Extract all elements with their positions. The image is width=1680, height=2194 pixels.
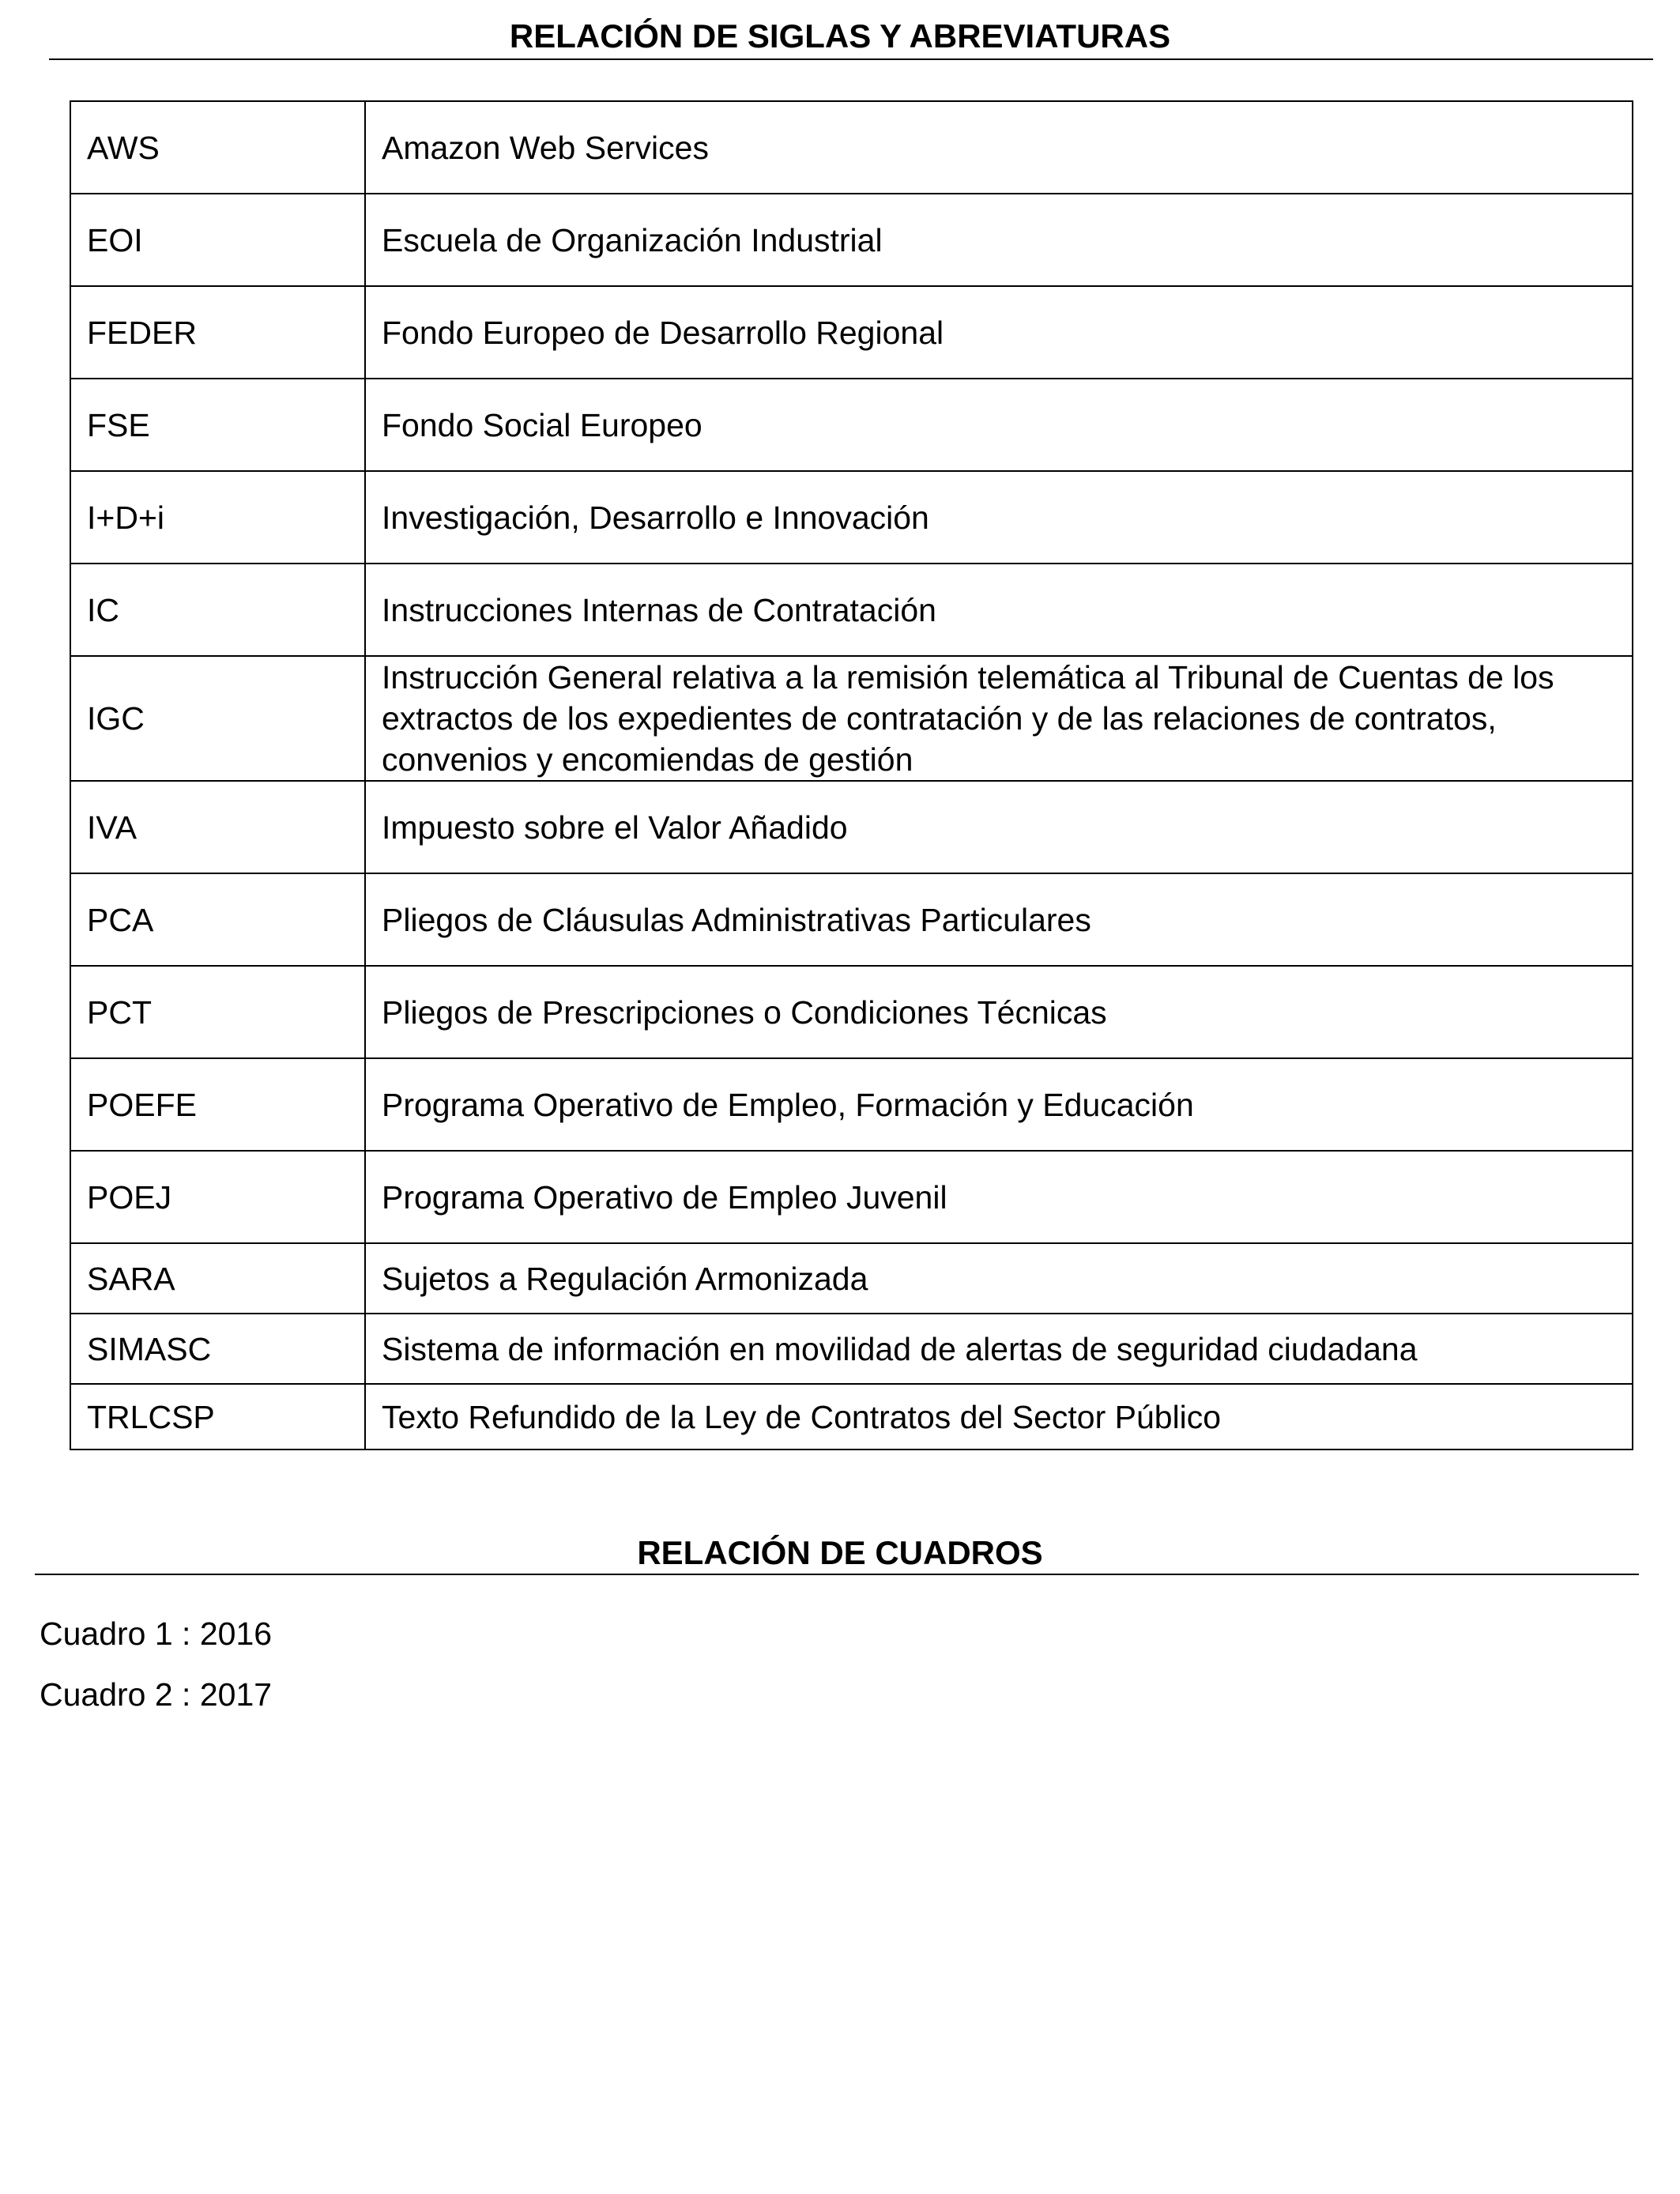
meaning-cell: Fondo Europeo de Desarrollo Regional — [365, 286, 1633, 379]
meaning-cell: Instrucciones Internas de Contratación — [365, 564, 1633, 656]
table-row — [70, 564, 1633, 656]
meaning-cell: Texto Refundido de la Ley de Contratos del Sector Público — [365, 1384, 1633, 1449]
meaning-cell: Instrucción General relativa a la remisión telemática al Tribunal de Cuentas de los extractos de los expedientes de contratación y de las relaciones de contratos, convenios y encomiendas de gestión — [365, 656, 1633, 781]
abbr-cell: IGC — [70, 656, 365, 781]
list-item: Cuadro 2 : 2017 — [40, 1676, 273, 1713]
table-row — [70, 656, 1633, 781]
meaning-cell: Sujetos a Regulación Armonizada — [365, 1243, 1633, 1314]
table-row — [70, 1384, 1633, 1449]
table-row — [70, 966, 1633, 1058]
meaning-cell: Programa Operativo de Empleo, Formación y Educación — [365, 1058, 1633, 1151]
abbreviations-table — [70, 100, 1633, 1450]
abbr-cell: SIMASC — [70, 1314, 365, 1384]
abbr-cell: I+D+i — [70, 471, 365, 564]
siglas-title-rule — [49, 58, 1653, 60]
table-row — [70, 781, 1633, 873]
table-row — [70, 1058, 1633, 1151]
cuadros-list — [40, 1615, 272, 1737]
table-row — [70, 101, 1633, 194]
abbr-cell: FSE — [70, 379, 365, 471]
meaning-cell: Sistema de información en movilidad de alertas de seguridad ciudadana — [365, 1314, 1633, 1384]
cuadros-title: RELACIÓN DE CUADROS — [637, 1534, 1043, 1571]
table-row — [70, 286, 1633, 379]
table-row — [70, 194, 1633, 286]
abbr-cell: POEFE — [70, 1058, 365, 1151]
abbr-cell: IC — [70, 564, 365, 656]
siglas-title: RELACIÓN DE SIGLAS Y ABREVIATURAS — [509, 17, 1171, 55]
meaning-cell: Amazon Web Services — [365, 101, 1633, 194]
table-row — [70, 471, 1633, 564]
abbr-cell: TRLCSP — [70, 1384, 365, 1449]
abbr-cell: SARA — [70, 1243, 365, 1314]
abbr-cell: IVA — [70, 781, 365, 873]
meaning-cell: Pliegos de Prescripciones o Condiciones Técnicas — [365, 966, 1633, 1058]
meaning-cell: Fondo Social Europeo — [365, 379, 1633, 471]
table-row — [70, 1151, 1633, 1243]
abbr-cell: POEJ — [70, 1151, 365, 1243]
meaning-cell: Pliegos de Cláusulas Administrativas Particulares — [365, 873, 1633, 966]
abbr-cell: PCA — [70, 873, 365, 966]
meaning-cell: Programa Operativo de Empleo Juvenil — [365, 1151, 1633, 1243]
table-row — [70, 1314, 1633, 1384]
list-item: Cuadro 1 : 2016 — [40, 1615, 273, 1652]
table-row — [70, 873, 1633, 966]
abbr-cell: EOI — [70, 194, 365, 286]
meaning-cell: Escuela de Organización Industrial — [365, 194, 1633, 286]
table-row — [70, 379, 1633, 471]
abbr-cell: AWS — [70, 101, 365, 194]
cuadros-title-rule — [35, 1574, 1639, 1575]
abbr-cell: PCT — [70, 966, 365, 1058]
table-row — [70, 1243, 1633, 1314]
meaning-cell: Investigación, Desarrollo e Innovación — [365, 471, 1633, 564]
meaning-cell: Impuesto sobre el Valor Añadido — [365, 781, 1633, 873]
abbr-cell: FEDER — [70, 286, 365, 379]
